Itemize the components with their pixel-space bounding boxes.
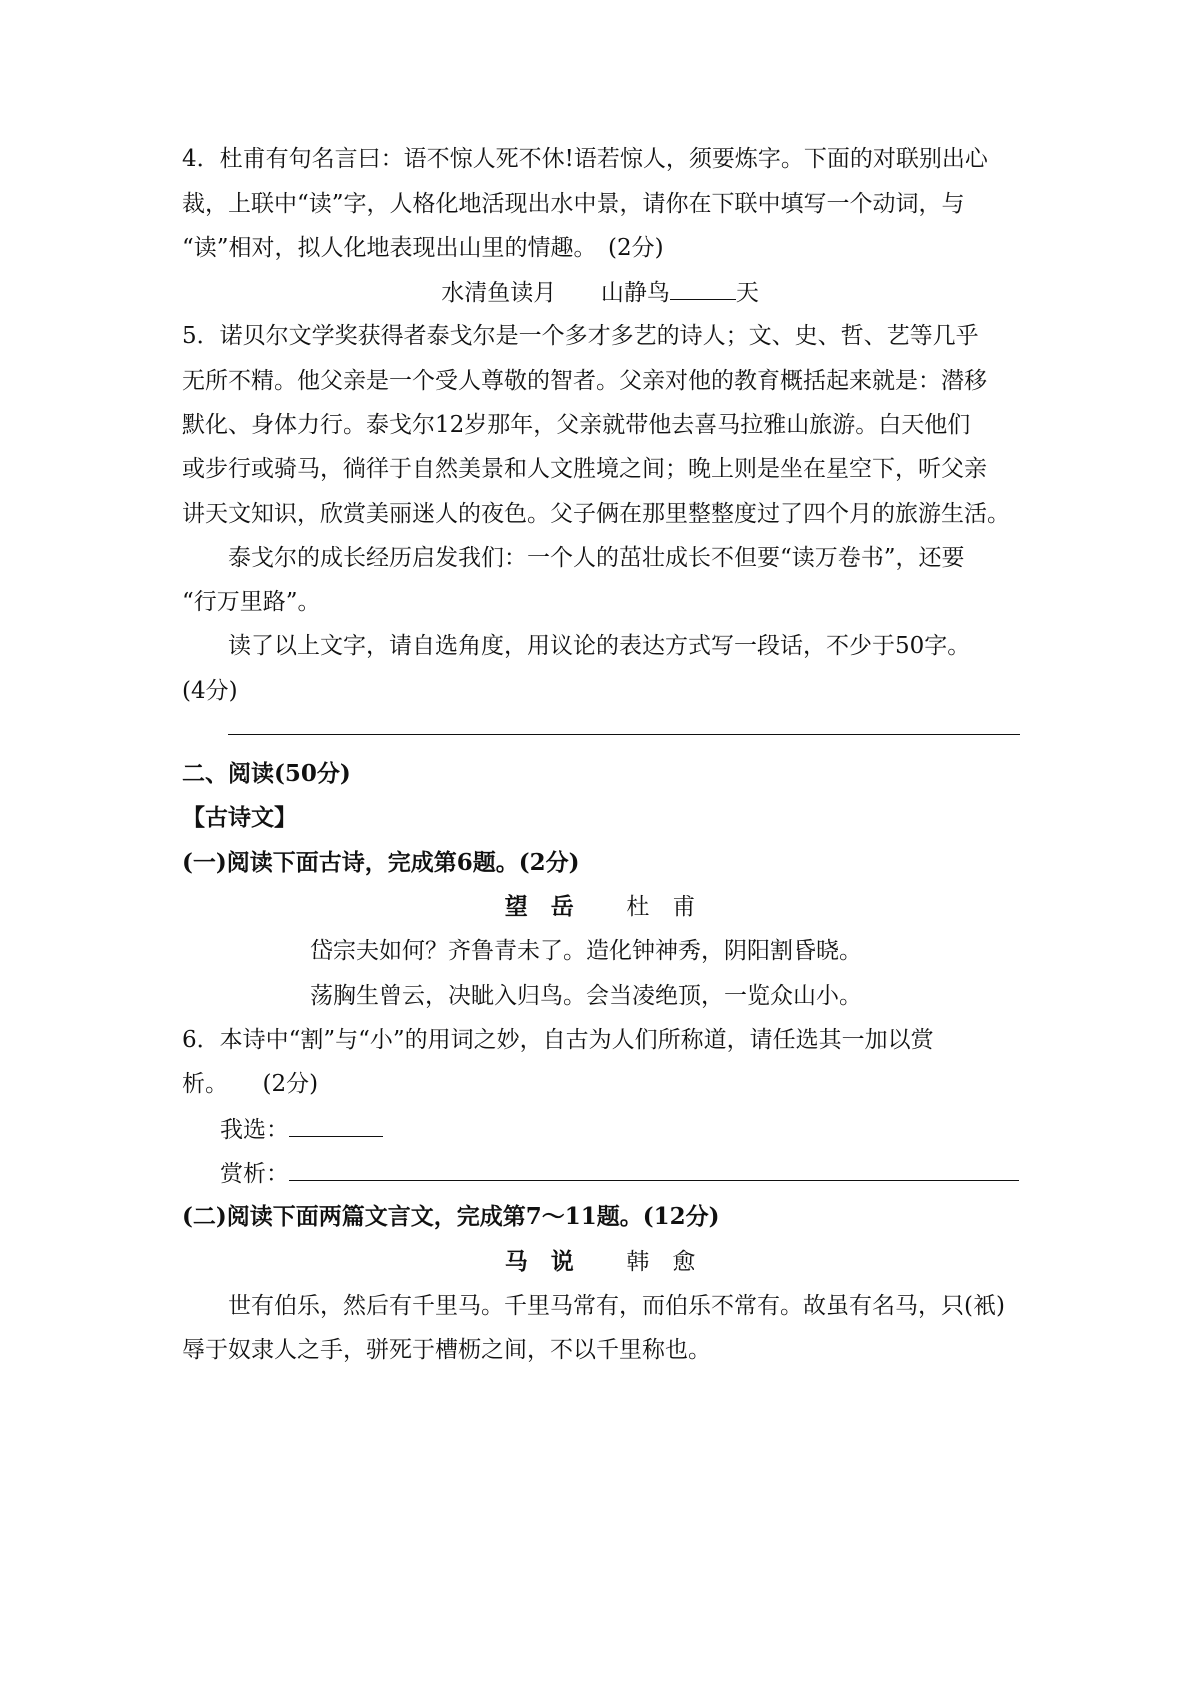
poem-line-1: 岱宗夫如何？齐鲁青未了。造化钟神秀，阴阳割昏晓。 xyxy=(310,938,862,964)
q5-line-8: 读了以上文字，请自选角度，用议论的表达方式写一段话，不少于50字。 xyxy=(228,633,971,659)
q5-line-4: 或步行或骑马，徜徉于自然美景和人文胜境之间；晚上则是坐在星空下，听父亲 xyxy=(182,456,987,482)
poem-author: 杜 甫 xyxy=(626,894,696,920)
part-1-heading: (一)阅读下面古诗，完成第6题。(2分) xyxy=(182,849,580,876)
poem-title: 望 岳 xyxy=(504,893,574,920)
q5-line-7: “行万里路”。 xyxy=(182,589,321,615)
mashuo-line-2: 辱于奴隶人之手，骈死于槽枥之间，不以千里称也。 xyxy=(182,1337,711,1363)
mashuo-author: 韩 愈 xyxy=(626,1249,696,1275)
poem-heading xyxy=(0,892,1200,922)
couplet-upper: 水清鱼读月 xyxy=(441,280,557,306)
mashuo-title: 马 说 xyxy=(504,1248,574,1275)
q6-choose xyxy=(220,1114,383,1145)
q5-answer-line[interactable] xyxy=(228,734,1020,735)
poem-line-2: 荡胸生曾云，决眦入归鸟。会当凌绝顶，一览众山小。 xyxy=(310,983,862,1009)
q4-line-1: 4．杜甫有句名言曰：语不惊人死不休!语若惊人，须要炼字。下面的对联别出心 xyxy=(182,146,988,172)
subsection-heading: 【古诗文】 xyxy=(182,804,297,831)
q4-line-2: 裁，上联中“读”字，人格化地活现出水中景，请你在下联中填写一个动词，与 xyxy=(182,191,965,217)
q5-line-3: 默化、身体力行。泰戈尔12岁那年，父亲就带他去喜马拉雅山旅游。白天他们 xyxy=(182,412,971,438)
q5-line-9: (4分) xyxy=(182,678,238,704)
q6-line-1: 6．本诗中“割”与“小”的用词之妙，自古为人们所称道，请任选其一加以赏 xyxy=(182,1027,934,1053)
q5-line-2: 无所不精。他父亲是一个受人尊敬的智者。父亲对他的教育概括起来就是：潜移 xyxy=(182,368,987,394)
section-heading: 二、阅读(50分) xyxy=(182,760,351,787)
couplet-lower-after: 天 xyxy=(735,280,759,306)
q6-analysis xyxy=(220,1158,1019,1189)
couplet-answer-blank[interactable] xyxy=(670,277,736,300)
q5-line-6: 泰戈尔的成长经历启发我们：一个人的茁壮成长不但要“读万卷书”，还要 xyxy=(228,545,965,571)
mashuo-line-1: 世有伯乐，然后有千里马。千里马常有，而伯乐不常有。故虽有名马，只(衹) xyxy=(228,1293,1005,1319)
q4-line-3: “读”相对，拟人化地表现出山里的情趣。 (2分) xyxy=(182,235,664,261)
q6-line-2: 析。 (2分) xyxy=(182,1071,319,1097)
q6-analysis-label: 赏析： xyxy=(220,1161,289,1187)
q6-choose-label: 我选： xyxy=(220,1117,289,1143)
q6-choose-blank[interactable] xyxy=(289,1114,383,1137)
couplet xyxy=(0,277,1200,308)
q5-line-1: 5．诺贝尔文学奖获得者泰戈尔是一个多才多艺的诗人；文、史、哲、艺等几乎 xyxy=(182,323,979,349)
q5-line-5: 讲天文知识，欣赏美丽迷人的夜色。父子俩在那里整整度过了四个月的旅游生活。 xyxy=(182,501,1010,527)
couplet-lower-before: 山静鸟 xyxy=(600,280,670,306)
q6-analysis-blank[interactable] xyxy=(289,1158,1019,1181)
part-2-heading: (二)阅读下面两篇文言文，完成第7～11题。(12分) xyxy=(182,1203,720,1230)
mashuo-heading xyxy=(0,1247,1200,1277)
